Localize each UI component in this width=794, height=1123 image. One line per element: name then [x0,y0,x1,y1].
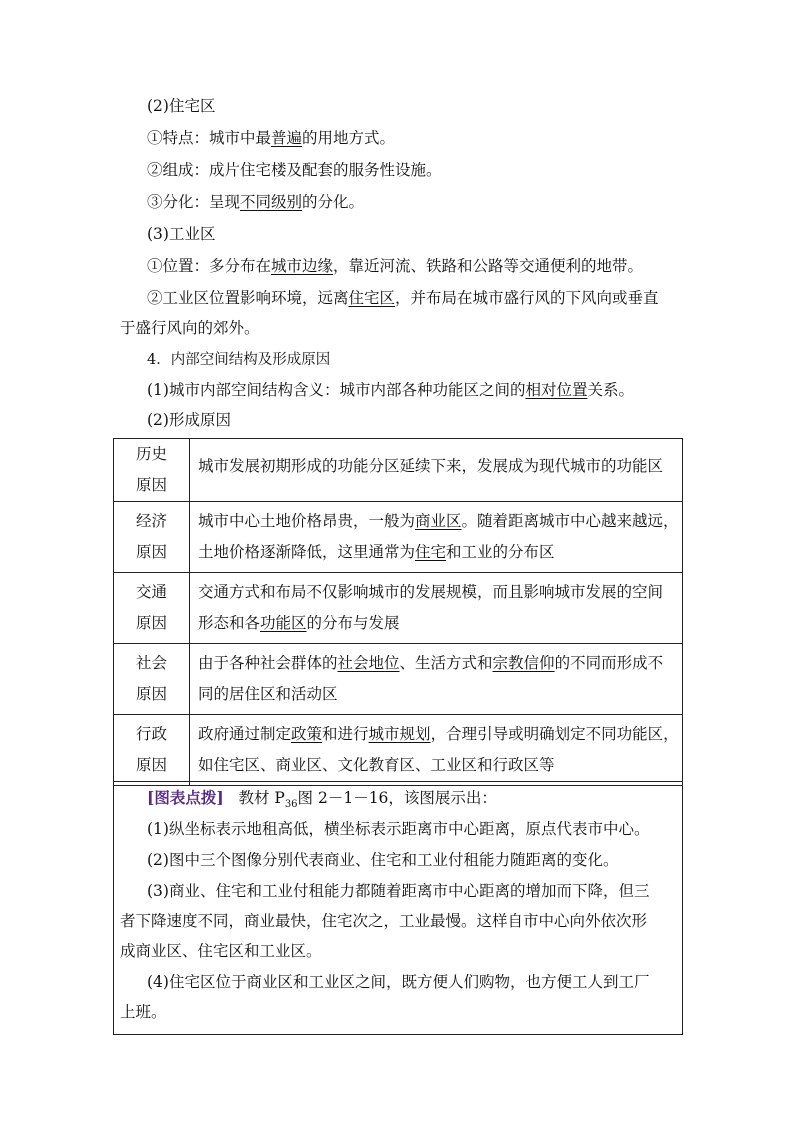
reason-value: 由于各种社会群体的社会地位、生活方式和宗教信仰的不同而形成不 同的居住区和活动区 [190,644,683,715]
table-row [114,715,683,786]
industrial-environment-cont: 于盛行风向的郊外。 [120,319,260,337]
spatial-structure-meaning: (1)城市内部空间结构含义：城市内部各种功能区之间的相对位置关系。 [147,381,634,399]
reasons-table [113,438,683,786]
residential-title: (2)住宅区 [147,97,216,115]
chart-tip-p1: (1)纵坐标表示地租高低，横坐标表示距离市中心距离，原点代表市中心。 [147,820,650,838]
table-row [114,439,683,502]
chart-tip-p3c: 成商业区、住宅区和工业区。 [120,942,322,960]
reason-key: 经济 原因 [114,502,190,573]
chart-tip-p4b: 上班。 [120,1003,167,1021]
chart-tip-p4a: (4)住宅区位于商业区和工业区之间，既方便人们购物，也方便工人到工厂 [147,973,650,991]
industrial-environment: ②工业区位置影响环境，远离住宅区，并布局在城市盛行风的下风向或垂直 [147,289,659,307]
reason-key: 历史 原因 [114,439,190,502]
table-row [114,644,683,715]
residential-differentiation: ③分化：呈现不同级别的分化。 [147,193,365,211]
chart-tip-p2: (2)图中三个图像分别代表商业、住宅和工业付租能力随距离的变化。 [147,851,619,869]
reason-value: 政府通过制定政策和进行城市规划，合理引导或明确划定不同功能区， 如住宅区、商业区、文化教育区、工业区和行政区等 [190,715,683,786]
chart-tip-p3a: (3)商业、住宅和工业付租能力都随着距离市中心距离的增加而下降，但三 [147,882,650,900]
reasons-title: (2)形成原因 [147,411,231,429]
table-row [114,573,683,644]
residential-feature: ①特点：城市中最普遍的用地方式。 [147,129,396,147]
reason-key: 行政 原因 [114,715,190,786]
reason-value: 城市发展初期形成的功能分区延续下来，发展成为现代城市的功能区 [190,439,683,502]
reason-key: 社会 原因 [114,644,190,715]
industrial-location: ①位置：多分布在城市边缘，靠近河流、铁路和公路等交通便利的地带。 [147,257,644,275]
reason-key: 交通 原因 [114,573,190,644]
table-row [114,502,683,573]
chart-tip-tag: [图表点拨] [147,788,224,807]
industrial-title: (3)工业区 [147,225,216,243]
section4-title: 4．内部空间结构及形成原因 [147,352,331,368]
chart-tip-head: [图表点拨] 教材 $P_{36}$图 2－1－16，该图展示出： [147,788,497,811]
residential-composition: ②组成：成片住宅楼及配套的服务性设施。 [147,161,442,179]
reason-value: 城市中心土地价格昂贵，一般为商业区。随着距离城市中心越来越远， 土地价格逐渐降低，这里通常为住宅和工业的分布区 [190,502,683,573]
reason-value: 交通方式和布局不仅影响城市的发展规模，而且影响城市发展的空间 形态和各功能区的分布与发展 [190,573,683,644]
chart-tip-p3b: 者下降速度不同，商业最快，住宅次之，工业最慢。这样自市中心向外依次形 [120,912,648,930]
